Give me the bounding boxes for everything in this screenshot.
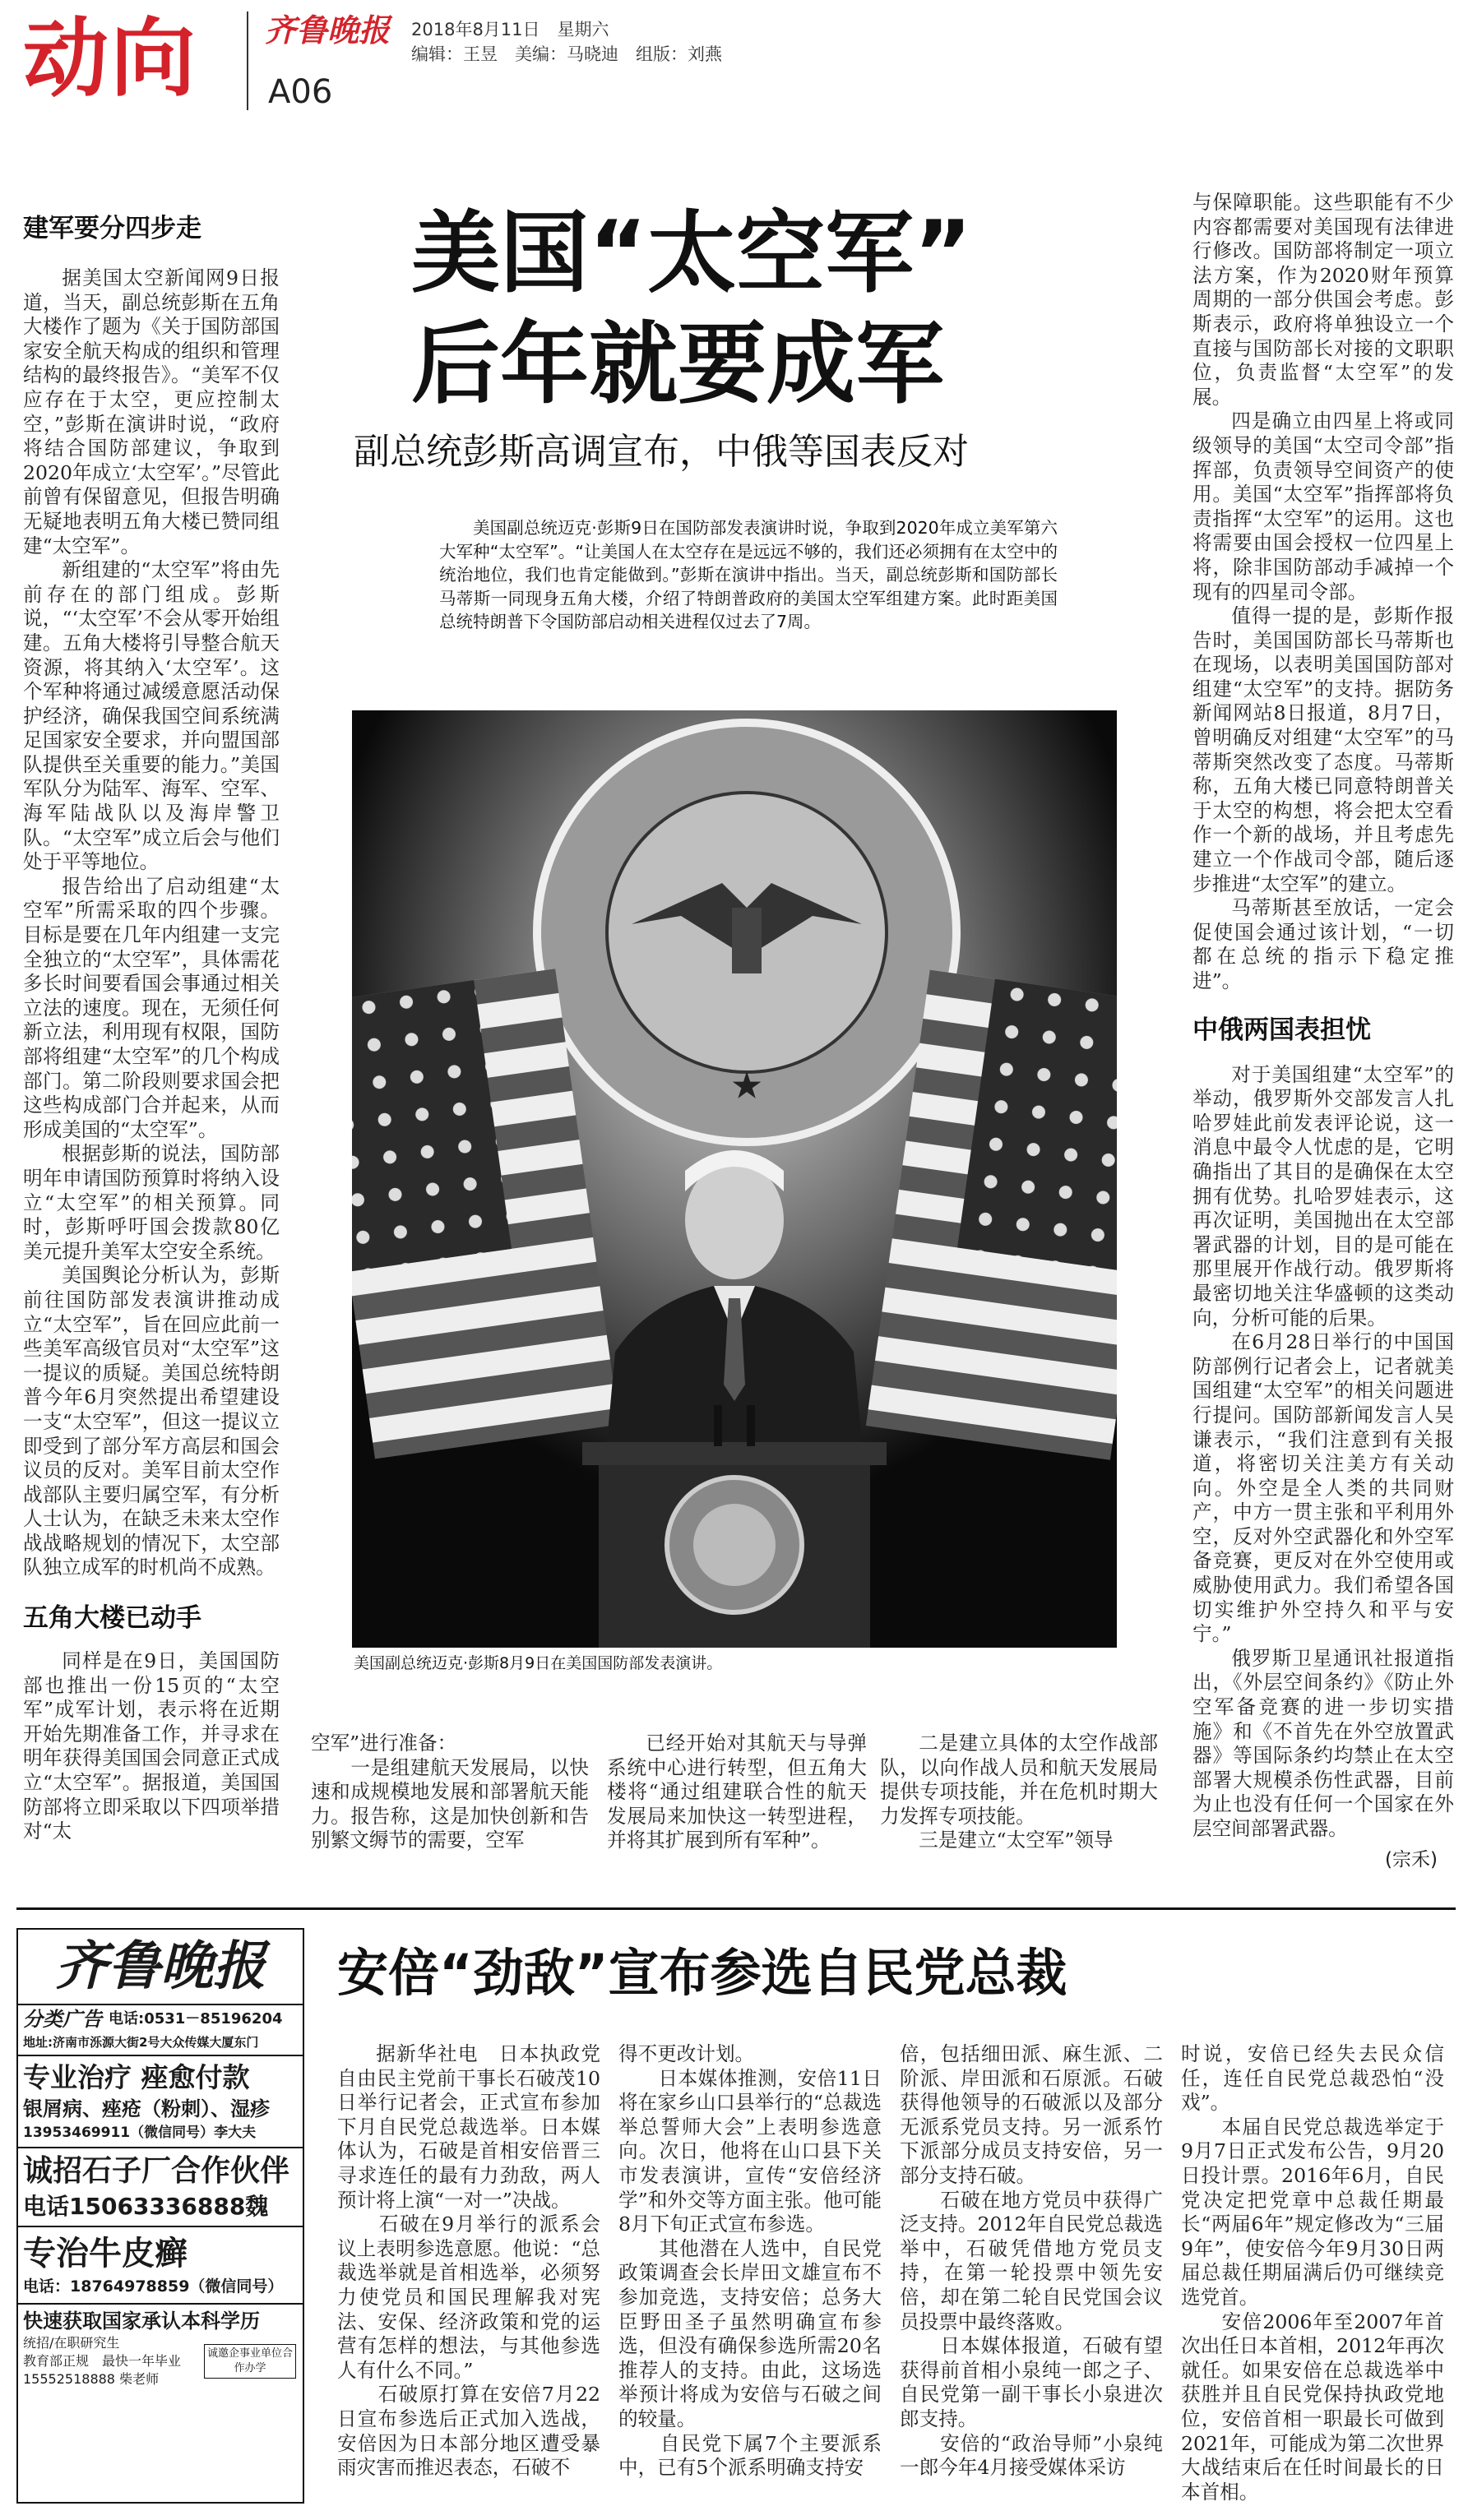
abe-headline: 安倍“劲敌”宣布参选自民党总裁	[337, 1943, 1067, 2003]
paragraph: 美国舆论分析认为，彭斯前往国防部发表演讲推动成立“太空军”，旨在回应此前一些美军高级官员对“太空军”这一提议的质疑。美国总统特朗普今年6月突然提出希望建设一支“太空军”，但这一提议立即受到了部分军方高层和国会议员的反对。美军目前太空作战部队主要归属空军，有分析人士认为，在缺乏未来太空作战战略规划的情况下，太空部队独立成军的时机尚不成熟。	[23, 1264, 280, 1579]
ad-psoriasis	[18, 2227, 303, 2305]
ads-logo: 齐鲁晚报	[18, 1930, 303, 2005]
author-credit: (宗禾)	[1385, 1848, 1438, 1870]
abe-column-4	[1181, 2042, 1444, 2511]
paragraph: 倍，包括细田派、麻生派、二阶派、岸田派和石原派。石破获得他领导的石破派以及部分无派系党员支持。另一派系竹下派部分成员支持安倍，另一部分支持石破。 石破在地方党员中获得广泛支持。2012年自民党总裁选举中，石破凭借地方党员支持，在第一轮投票中领先安倍，却在第二轮自民党国会议员投票中最终落败。 日本媒体报道，石破有望获得前首相小泉纯一郎之子、自民党第一副干事长小泉进次郎支持。 安倍的“政治导师”小泉纯一郎今年4月接受媒体采访	[900, 2042, 1163, 2480]
paragraph: 空军”进行准备： 一是组建航天发展局，以快速和成规模地发展和部署航天能力。报告称，这是加快创新和告别繁文缛节的需要，空军	[311, 1732, 589, 1852]
photo-caption: 美国副总统迈克·彭斯8月9日在美国国防部发表演讲。	[354, 1654, 723, 1672]
paragraph: 俄罗斯卫星通讯社报道指出，《外层空间条约》《防止外空军备竞赛的进一步切实措施》和《不首先在外空放置武器》等国际条约均禁止在太空部署大规模杀伤性武器，目前为止也没有任何一个国家在外层空间部署武器。	[1192, 1646, 1454, 1840]
ad-partner-phone: 电话15063336888魏	[23, 2193, 269, 2220]
lead-paragraph: 美国副总统迈克·彭斯9日在国防部发表演讲时说，争取到2020年成立美军第六大军种“太空军”。“让美国人在太空存在是远远不够的，我们还必须拥有在太空中的统治地位，我们也肯定能做到。”彭斯在演讲中指出。当天，副总统彭斯和国防部长马蒂斯一同现身五角大楼，介绍了特朗普政府的美国太空军组建方案。此时距美国总统特朗普下令国防部启动相关进程仅过去了7周。	[439, 518, 1058, 631]
section-title: 动向	[23, 8, 198, 109]
ad-degree-body: 统招/在职研究生 教育部正规 最快一年毕业 15552518888 柴老师	[23, 2335, 182, 2387]
section-divider	[16, 1907, 1456, 1910]
ads-agency: 分类广告	[23, 2008, 102, 2031]
issue-date: 2018年8月11日 星期六	[411, 20, 609, 39]
paragraph: 根据彭斯的说法，国防部明年申请国防预算时将纳入设立“太空军”的相关预算。同时，彭斯呼吁国会拨款80亿美元提升美军太空安全系统。	[23, 1142, 280, 1263]
right-column	[1192, 191, 1454, 1884]
bottom-column-2	[607, 1732, 867, 1880]
ad-partner-title: 诚招石子厂合作伙伴	[23, 2154, 290, 2188]
paragraph: 同样是在9日，美国国防部也推出一份15页的“太空军”成军计划，表示将在近期开始先期准备工作，并寻求在明年获得美国国会同意正式成立“太空军”。据报道，美国国防部将立即采取以下四项举措对“太	[23, 1649, 280, 1843]
ad-treatment	[18, 2056, 303, 2148]
ad-psoriasis-title: 专治牛皮癣	[23, 2235, 188, 2273]
paragraph: 据美国太空新闻网9日报道，当天，副总统彭斯在五角大楼作了题为《关于国防部国家安全航天构成的组织和管理结构的最终报告》。“美军不仅应存在于太空，更应控制太空，”彭斯在演讲时说，“政府将结合国防部建议，争取到2020年成立‘太空军’。”尽管此前曾有保留意见，但报告明确无疑地表明五角大楼已赞同组建“太空军”。	[23, 266, 280, 557]
left-column	[23, 212, 280, 1881]
header-divider	[247, 12, 248, 110]
page-number: A06	[268, 73, 333, 111]
svg-text:★: ★	[732, 1066, 762, 1105]
paragraph: 时说，安倍已经失去民众信任，连任自民党总裁恐怕“没戏”。 本届自民党总裁选举定于9月7日正式发布公告，9月20日投计票。2016年6月，自民党决定把党章中总裁任期最长“两届6年”规定修改为“三届9年”，使安倍今年9月30日两届总裁任期届满后仍可继续竞选党首。 安倍2006年至2007年首次出任日本首相，2012年再次就任。如果安倍在总裁选举中获胜并且自民党保持执政党地位，安倍首相一职最长可做到2021年，可能成为第二次世界大战结束后在任时间最长的日本首相。	[1181, 2042, 1444, 2504]
bottom-column-1	[311, 1732, 589, 1880]
ad-psoriasis-phone: 电话：18764978859（微信同号）	[23, 2277, 284, 2296]
main-headline-line2: 后年就要成军	[411, 313, 945, 416]
ad-treatment-body: 银屑病、痤疮（粉刺）、湿疹	[23, 2097, 270, 2120]
subheading-pentagon: 五角大楼已动手	[23, 1603, 201, 1634]
bottom-column-3	[880, 1732, 1158, 1880]
subheading-china-russia: 中俄两国表担忧	[1192, 1015, 1371, 1045]
subheading-four-steps: 建军要分四步走	[23, 214, 201, 243]
paragraph: 四是确立由四星上将或同级领导的美国“太空司令部”指挥部，负责领导空间资产的使用。美国“太空军”指挥部将负责指挥“太空军”的运用。这也将需要由国会授权一位四星上将，除非国防部动手减掉一个现有的四星司令部。	[1192, 409, 1454, 603]
classified-ads	[16, 1928, 304, 2504]
newspaper-name: 齐鲁晚报	[265, 12, 391, 49]
editors-credit: 编辑：王昱 美编：马晓迪 组版：刘燕	[411, 44, 722, 64]
ads-agency-row	[18, 2005, 303, 2033]
paragraph: 值得一提的是，彭斯作报告时，美国国防部长马蒂斯也在现场，以表明美国国防部对组建“太空军”的支持。据防务新闻网站8日报道，8月7日，曾明确反对组建“太空军”的马蒂斯突然改变了态度。马蒂斯称，五角大楼已同意特朗普关于太空的构想，将会把太空看作一个新的战场，并且考虑先建立一个作战司令部，随后逐步推进“太空军”的建立。	[1192, 604, 1454, 895]
ads-agency-phone: 电话:0531－85196204	[109, 2010, 283, 2028]
main-headline-line1: 美国“太空军”	[411, 202, 972, 305]
abe-column-1	[337, 2042, 600, 2511]
ad-degree-title: 快速获取国家承认本科学历	[23, 2310, 260, 2333]
paragraph: 与保障职能。这些职能有不少内容都需要对美国现有法律进行修改。国防部将制定一项立法方案，作为2020财年预算周期的一部分供国会考虑。彭斯表示，政府将单独设立一个直接与国防部长对接的文职职位，负责监督“太空军”的发展。	[1192, 191, 1454, 409]
ad-degree	[18, 2305, 303, 2392]
paragraph: 二是建立具体的太空作战部队，以向作战人员和航天发展局提供专项技能，并在危机时期大力发挥专项技能。 三是建立“太空军”领导	[880, 1732, 1158, 1852]
paragraph: 在6月28日举行的中国国防部例行记者会上，记者就美国组建“太空军”的相关问题进行提问。国防部新闻发言人吴谦表示，“我们注意到有关报道，将密切关注美方有关动向。外空是全人类的共同财产，中方一贯主张和平利用外空，反对外空武器化和外空军备竞赛，更反对在外空使用或威胁使用武力。我们希望各国切实维护外空持久和平与安宁。”	[1192, 1330, 1454, 1646]
paragraph: 报告给出了启动组建“太空军”所需采取的四个步骤。目标是要在几年内组建一支完全独立的“太空军”，具体需花多长时间要看国会事通过相关立法的速度。现在，无须任何新立法，利用现有权限，国防部将组建“太空军”的几个构成部门。第二阶段则要求国会把这些构成部门合并起来，从而形成美国的“太空军”。	[23, 874, 280, 1141]
ad-degree-badge: 诚邀企事业单位合作办学	[204, 2344, 296, 2379]
paragraph: 马蒂斯甚至放话，一定会促使国会通过该计划，“一切都在总统的指示下稳定推进”。	[1192, 896, 1454, 992]
abe-column-3	[900, 2042, 1163, 2511]
main-subheadline: 副总统彭斯高调宣布，中俄等国表反对	[354, 431, 969, 473]
pence-photo	[352, 710, 1117, 1648]
abe-column-2	[618, 2042, 882, 2511]
paragraph: 新组建的“太空军”将由先前存在的部门组成。彭斯说，“‘太空军’不会从零开始组建。五角大楼将引导整合航天资源，将其纳入‘太空军’。这个军种将通过减缓意愿活动保护经济，确保我国空间系统满足国家安全要求，并向盟国部队提供至关重要的能力。”美国军队分为陆军、海军、空军、海军陆战队以及海岸警卫队。“太空军”成立后会与他们处于平等地位。	[23, 558, 280, 874]
paragraph: 得不更改计划。 日本媒体推测，安倍11日将在家乡山口县举行的“总裁选举总誓师大会”上表明参选意向。次日，他将在山口县下关市发表演讲，宣传“安倍经济学”和外交等方面主张。他可能8月下旬正式宣布参选。 其他潜在人选中，自民党政策调查会长岸田文雄宣布不参加竞选，支持安倍；总务大臣野田圣子虽然明确宣布参选，但没有确保参选所需20名推荐人的支持。由此，这场选举预计将成为安倍与石破之间的较量。 自民党下属7个主要派系中，已有5个派系明确支持安	[618, 2042, 882, 2480]
ads-agency-address: 地址:济南市泺源大街2号大众传媒大厦东门	[18, 2033, 303, 2056]
paragraph: 已经开始对其航天与导弹系统中心进行转型，但五角大楼将“通过组建联合性的航天发展局来加快这一转型进程，并将其扩展到所有军种”。	[607, 1732, 867, 1852]
ad-treatment-phone: 13953469911（微信同号）李大夫	[23, 2125, 257, 2141]
photo-illustration	[352, 710, 1117, 1648]
paragraph: 据新华社电 日本执政党自由民主党前干事长石破茂10日举行记者会，正式宣布参加下月自民党总裁选举。日本媒体认为，石破是首相安倍晋三寻求连任的最有力劲敌，两人预计将上演“一对一”决战。 石破在9月举行的派系会议上表明参选意愿。他说：“总裁选举就是首相选举，必须努力使党员和国民理解我对宪法、安保、经济政策和党的运营有怎样的想法，与其他参选人有什么不同。” 石破原打算在安倍7月22日宣布参选后正式加入选战，安倍因为日本部分地区遭受暴雨灾害而推迟表态，石破不	[337, 2042, 600, 2480]
ad-partner	[18, 2148, 303, 2227]
ad-treatment-title: 专业治疗 痤愈付款	[23, 2061, 250, 2093]
department-of-defense-seal	[537, 723, 956, 1142]
paragraph: 对于美国组建“太空军”的举动，俄罗斯外交部发言人扎哈罗娃此前发表评论说，这一消息中最令人忧虑的是，它明确指出了其目的是确保在太空拥有优势。扎哈罗娃表示，这再次证明，美国抛出在太空部署武器的计划，目的是可能在那里展开作战行动。俄罗斯将最密切地关注华盛顿的这类动向，分析可能的后果。	[1192, 1062, 1454, 1329]
